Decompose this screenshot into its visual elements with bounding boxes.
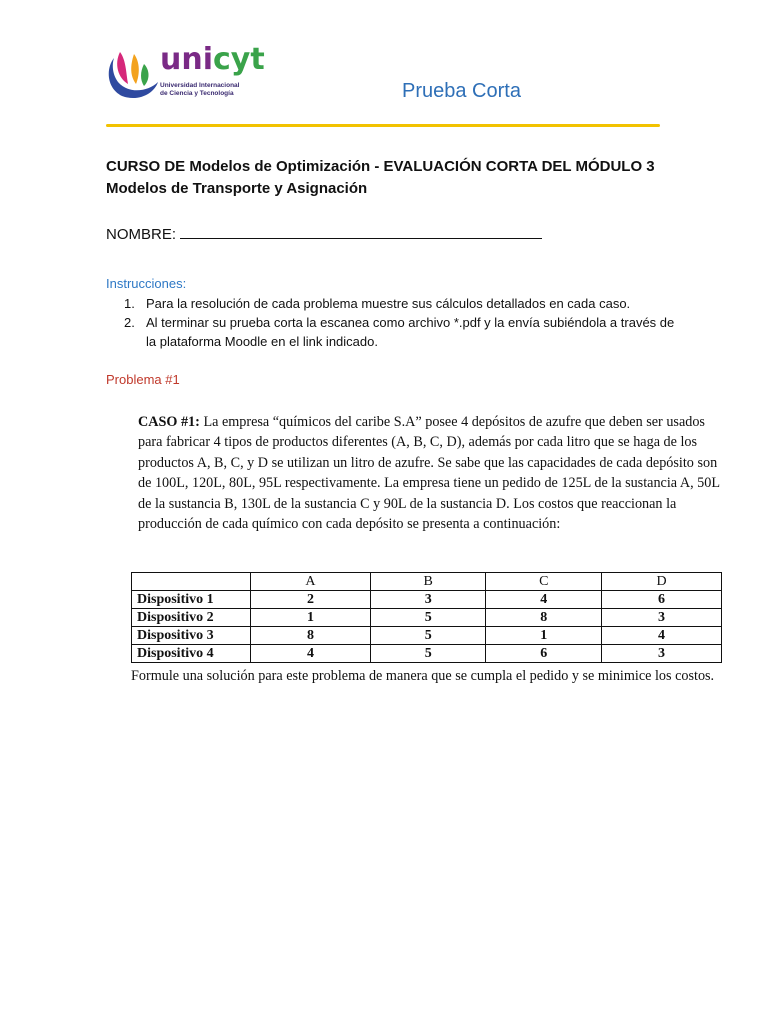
course-heading	[106, 156, 686, 200]
name-field	[106, 224, 542, 243]
table-header-cell: C	[486, 573, 602, 591]
cost-cell: 6	[602, 591, 722, 609]
case-description	[138, 412, 720, 534]
instructions-list	[106, 294, 686, 351]
table-header-row	[132, 573, 722, 591]
header-divider	[106, 124, 660, 127]
cost-table	[131, 572, 722, 663]
logo-subtitle: Universidad Internacional de Ciencia y Tecnología	[160, 82, 240, 97]
cost-cell: 5	[370, 609, 486, 627]
cost-cell: 4	[486, 591, 602, 609]
cost-cell: 3	[370, 591, 486, 609]
university-logo	[104, 42, 264, 112]
table-header-cell: B	[370, 573, 486, 591]
instruction-item: 1. Para la resolución de cada problema muestre sus cálculos detallados en cada caso.	[124, 296, 631, 311]
course-title-line1: CURSO DE Modelos de Optimización - EVALUACIÓN CORTA DEL MÓDULO 3	[106, 158, 655, 175]
case-label: CASO #1:	[138, 414, 200, 430]
table-row	[132, 627, 722, 645]
row-label: Dispositivo 4	[132, 645, 251, 663]
cost-cell: 5	[370, 645, 486, 663]
cost-cell: 1	[251, 609, 371, 627]
problem-title: Problema #1	[106, 372, 180, 387]
course-title-line2: Modelos de Transporte y Asignación	[106, 180, 368, 197]
name-label: NOMBRE:	[106, 226, 177, 243]
table-row	[132, 591, 722, 609]
cost-cell: 5	[370, 627, 486, 645]
table-header-cell: D	[602, 573, 722, 591]
cost-cell: 2	[251, 591, 371, 609]
row-label: Dispositivo 3	[132, 627, 251, 645]
cost-cell: 3	[602, 609, 722, 627]
cost-cell: 8	[486, 609, 602, 627]
name-blank-line	[180, 224, 542, 239]
table-row	[132, 609, 722, 627]
row-label: Dispositivo 1	[132, 591, 251, 609]
page-title: Prueba Corta	[402, 80, 521, 102]
cost-cell: 3	[602, 645, 722, 663]
table-header-cell: A	[251, 573, 371, 591]
logo-emblem-icon	[104, 42, 160, 104]
cost-cell: 6	[486, 645, 602, 663]
instructions-title: Instrucciones:	[106, 276, 187, 291]
cost-cell: 4	[602, 627, 722, 645]
instruction-item: 2. Al terminar su prueba corta la escanea como archivo *.pdf y la envía subiéndola a través de la plataforma Moodle en el link indicado.	[124, 315, 675, 349]
cost-cell: 1	[486, 627, 602, 645]
cost-cell: 8	[251, 627, 371, 645]
case-text: La empresa “químicos del caribe S.A” posee 4 depósitos de azufre que deben ser usados para fabricar 4 tipos de productos diferentes (A, B, C, D), además por cada litro que se haga de los productos A, B, C, y D se utilizan un litro de azufre. Se sabe que las capacidades de cada depósito son de 100L, 120L, 80L, 95L respectivamente. La empresa tiene un pedido de 125L de la sustancia A, 50L de la sustancia B, 130L de la sustancia C y 90L de la sustancia D. Los costos que reaccionan la producción de cada químico con cada depósito se presenta a continuación:	[138, 414, 720, 533]
table-header-cell	[132, 573, 251, 591]
logo-wordmark: unicyt	[160, 42, 265, 77]
table-row	[132, 645, 722, 663]
closing-instruction: Formule una solución para este problema de manera que se cumpla el pedido y se minimice los costos.	[131, 668, 715, 684]
cost-cell: 4	[251, 645, 371, 663]
row-label: Dispositivo 2	[132, 609, 251, 627]
